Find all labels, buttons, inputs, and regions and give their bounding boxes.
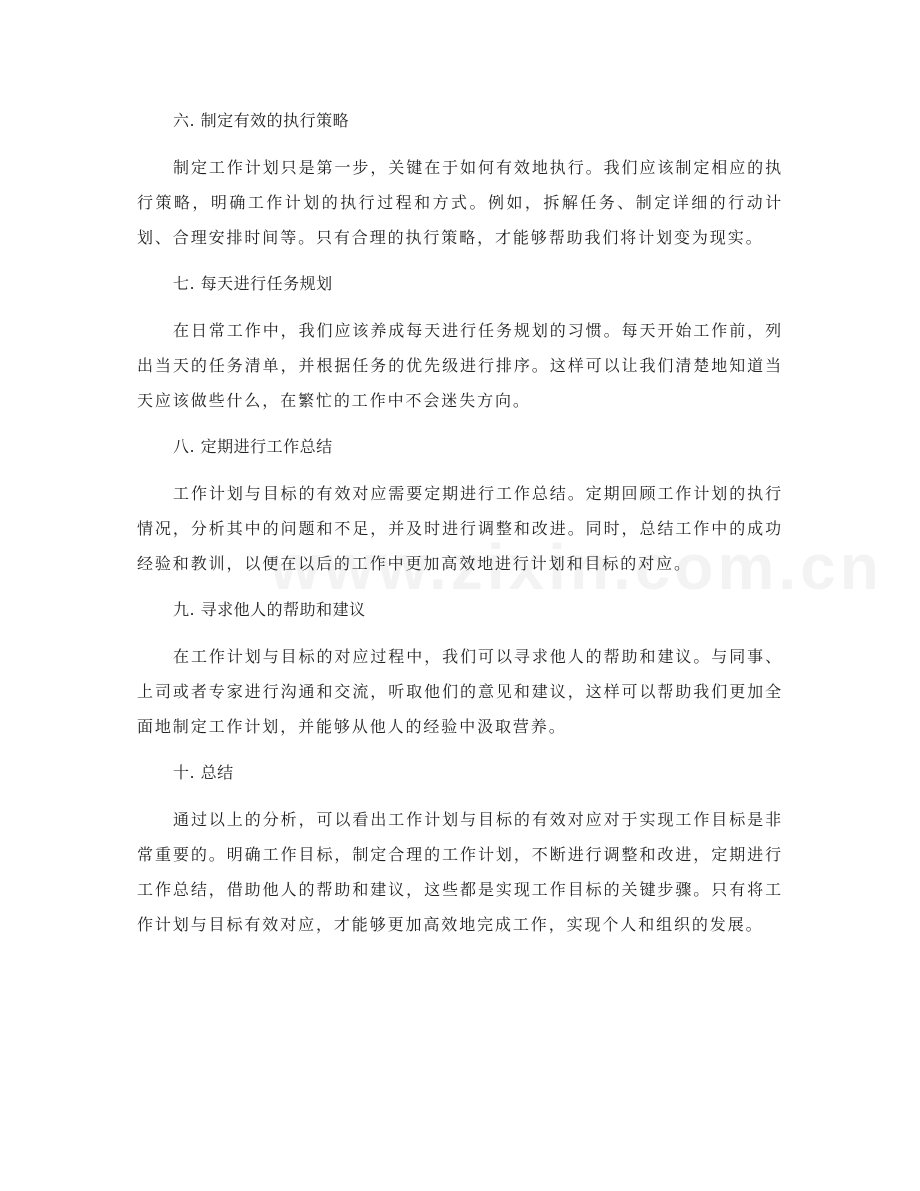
section-paragraph-6: 制定工作计划只是第一步，关键在于如何有效地执行。我们应该制定相应的执行策略，明确工作计划的执行过程和方式。例如，拆解任务、制定详细的行动计划、合理安排时间等。只有合理的执行策略，才能够帮助我们将计划变为现实。 bbox=[137, 158, 783, 247]
section-paragraph-8: 工作计划与目标的有效对应需要定期进行工作总结。定期回顾工作计划的执行情况，分析其中的问题和不足，并及时进行调整和改进。同时，总结工作中的成功经验和教训，以便在以后的工作中更加高效地进行计划和目标的对应。 bbox=[137, 484, 783, 573]
section-heading-9: 九. 寻求他人的帮助和建议 bbox=[173, 600, 366, 619]
section-heading-6: 六. 制定有效的执行策略 bbox=[173, 111, 350, 130]
section-paragraph-9: 在工作计划与目标的对应过程中，我们可以寻求他人的帮助和建议。与同事、上司或者专家进行沟通和交流，听取他们的意见和建议，这样可以帮助我们更加全面地制定工作计划，并能够从他人的经验中汲取营养。 bbox=[137, 647, 783, 736]
section-heading-10: 十. 总结 bbox=[173, 763, 234, 782]
section-paragraph-10: 通过以上的分析，可以看出工作计划与目标的有效对应对于实现工作目标是非常重要的。明确工作目标，制定合理的工作计划，不断进行调整和改进，定期进行工作总结，借助他人的帮助和建议，这些都是实现工作目标的关键步骤。只有将工作计划与目标有效对应，才能够更加高效地完成工作，实现个人和组织的发展。 bbox=[137, 810, 783, 934]
section-paragraph-7: 在日常工作中，我们应该养成每天进行任务规划的习惯。每天开始工作前，列出当天的任务清单，并根据任务的优先级进行排序。这样可以让我们清楚地知道当天应该做些什么，在繁忙的工作中不会迷失方向。 bbox=[137, 321, 783, 410]
section-heading-8: 八. 定期进行工作总结 bbox=[173, 437, 333, 456]
document-body bbox=[137, 103, 783, 953]
section-heading-7: 七. 每天进行任务规划 bbox=[173, 274, 333, 293]
